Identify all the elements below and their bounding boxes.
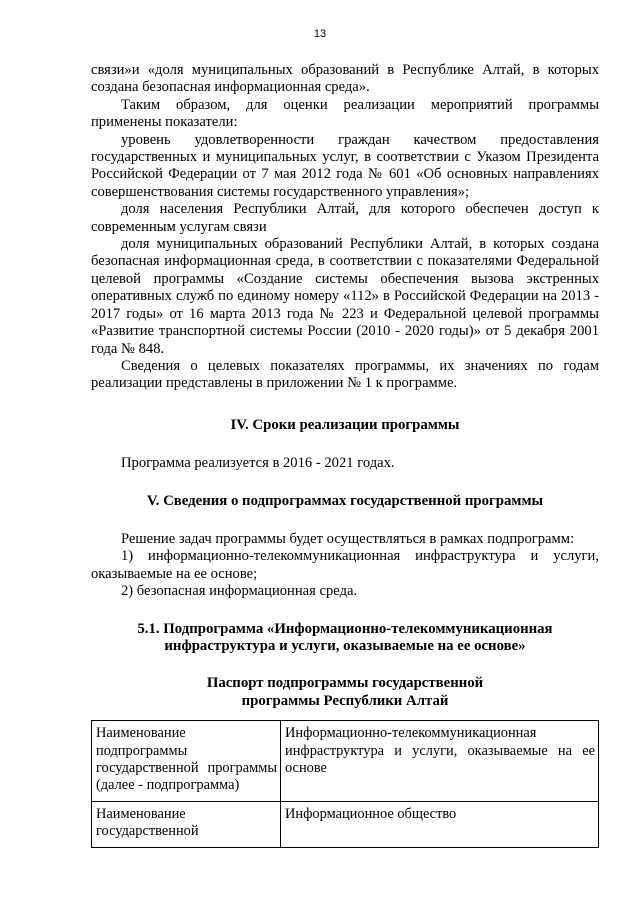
passport-title: [91, 675, 599, 710]
section-v-intro: Решение задач программы будет осуществляться в рамках подпрограмм:: [121, 530, 575, 547]
section-v-heading: V. Сведения о подпрограммах государственной программы: [146, 492, 544, 509]
section-5-1-heading: [91, 621, 599, 656]
paragraph-indicator-safe-environment: доля муниципальных образований Республики Алтай, в которых создана безопасная информационная среда, в соответствии с показателями Федеральной целевой программы «Создание системы обеспечения вызова экстренных оперативных служб по единому номеру «112» в Российской Федерации на 2013 - 2017 годы» от 16 марта 2013 года № 223 и Федеральной целевой программы «Развитие транспортной системы России (2010 - 2020 годы)» от 5 декабря 2001 года № 848.: [91, 236, 599, 357]
section-iv-heading: IV. Сроки реализации программы: [230, 416, 460, 433]
passport-label-state-program-name: Наименование государственной: [96, 805, 199, 840]
paragraph-target-indicators: Сведения о целевых показателях программы, их значениях по годам реализации представлены в приложении № 1 к программе.: [91, 357, 599, 392]
section-5-1-heading-line-1: 5.1. Подпрограмма «Информационно-телекоммуникационная: [137, 620, 553, 637]
paragraph-indicators-intro: Таким образом, для оценки реализации мероприятий программы применены показатели:: [91, 96, 599, 131]
section-v-item-2: 2) безопасная информационная среда.: [121, 583, 358, 600]
passport-label-cell: [92, 721, 281, 802]
passport-label-cell: [92, 801, 281, 847]
paragraph-continuation: связи»и «доля муниципальных образований в Республике Алтай, в которых создана безопасная информационная среда».: [91, 62, 599, 96]
table-row: [92, 801, 599, 847]
passport-title-line-1: Паспорт подпрограммы государственной: [206, 675, 484, 692]
section-v-item-1: 1) информационно-телекоммуникационная инфраструктура и услуги, оказываемые на ее основе;: [91, 548, 599, 582]
document-body: [91, 62, 599, 848]
passport-value-subprogram-name: Информационно-телекоммуникационная инфраструктура и услуги, оказываемые на ее основе: [285, 725, 595, 776]
passport-value-state-program-name: Информационное общество: [285, 805, 457, 822]
passport-value-cell: [281, 721, 599, 802]
page-number: 13: [313, 28, 327, 40]
paragraph-indicator-satisfaction: уровень удовлетворенности граждан качеством предоставления государственных и муниципальных услуг, в соответствии с Указом Президента Российской Федерации от 7 мая 2012 года № 601 «Об основных направлениях совершенствования системы государственного управления»;: [91, 131, 599, 200]
table-row: [92, 721, 599, 802]
section-iv-text: Программа реализуется в 2016 - 2021 годах.: [121, 455, 395, 472]
paragraph-indicator-communications: доля населения Республики Алтай, для которого обеспечен доступ к современным услугам связи: [91, 201, 599, 235]
passport-label-subprogram-name: Наименование подпрограммы государственной программы (далее - подпрограмма): [96, 725, 277, 794]
passport-title-line-2: программы Республики Алтай: [241, 692, 449, 709]
passport-value-cell: [281, 801, 599, 847]
section-5-1-heading-line-2: инфраструктура и услуги, оказываемые на ее основе»: [164, 637, 526, 654]
passport-table: [91, 720, 599, 847]
